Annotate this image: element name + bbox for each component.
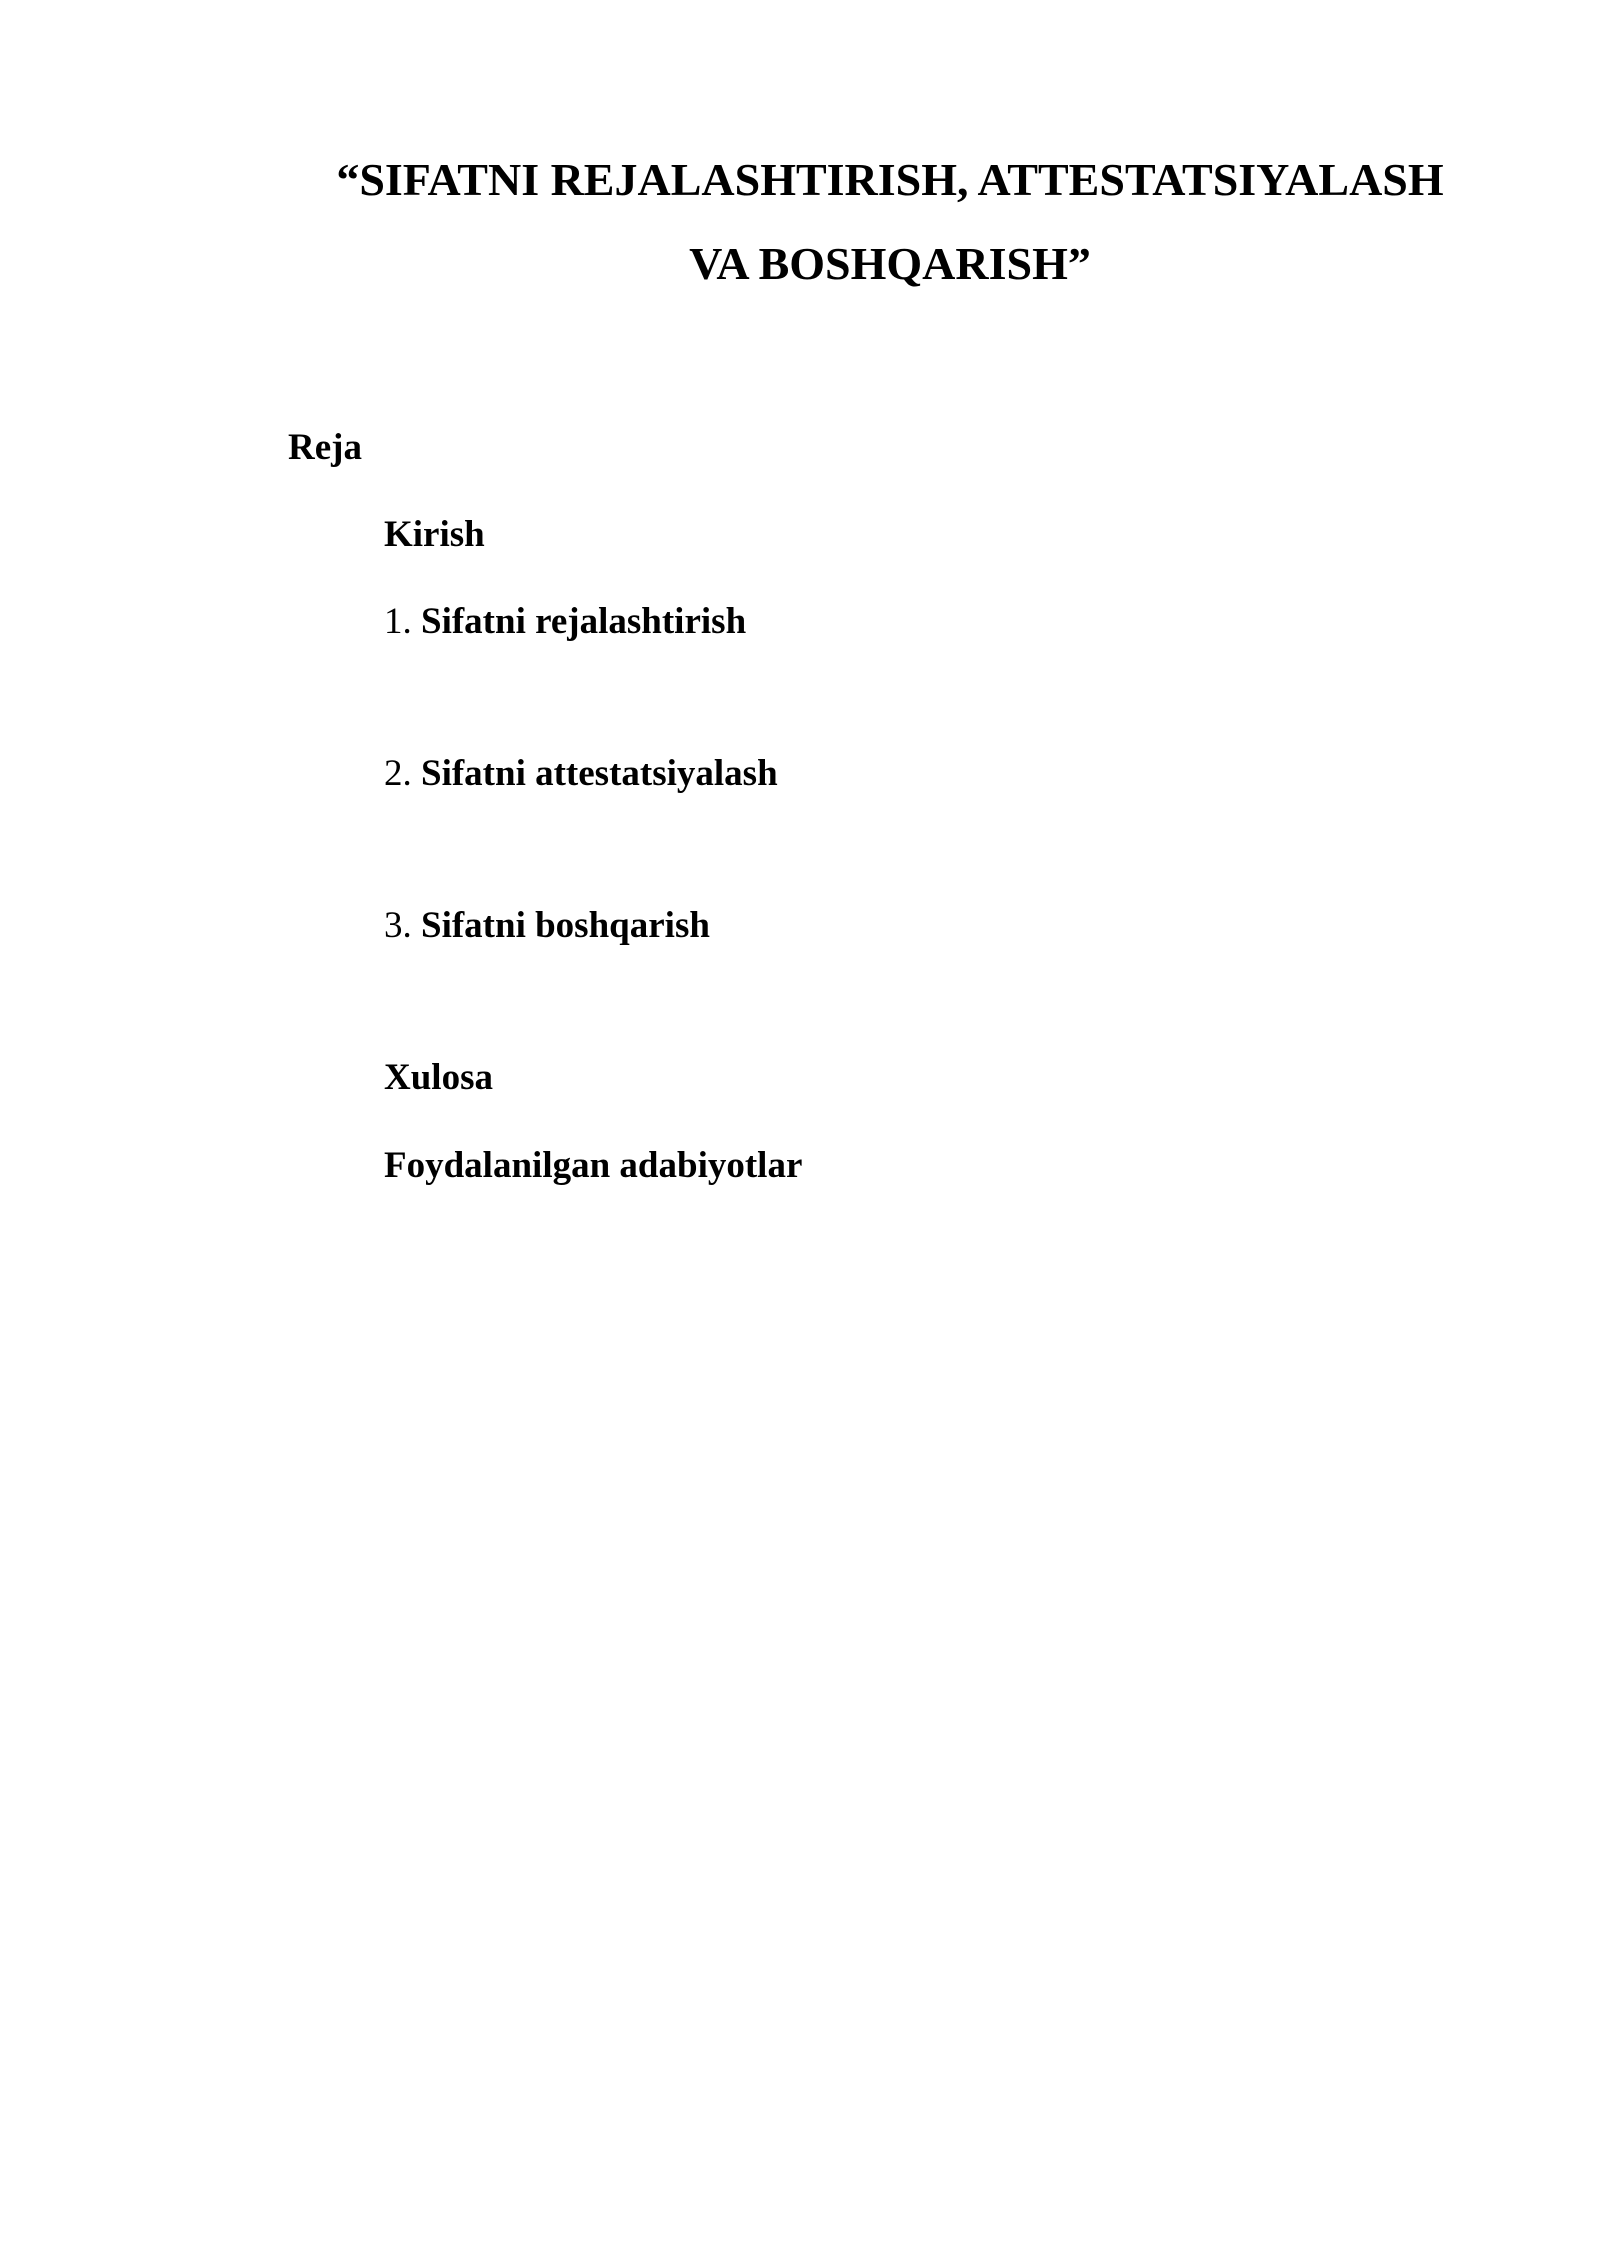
plan-heading: Reja <box>288 427 362 468</box>
document-title-line-1: “SIFATNI REJALASHTIRISH, ATTESTATSIYALASH <box>336 154 1444 205</box>
toc-item-number: 1. <box>384 601 412 642</box>
toc-item-label: Sifatni boshqarish <box>421 905 710 946</box>
toc-item-intro <box>384 513 485 557</box>
document-title-line-2: VA BOSHQARISH” <box>689 238 1091 289</box>
toc-item-label: Sifatni attestatsiyalash <box>421 753 778 794</box>
toc-item-2 <box>384 752 778 796</box>
toc-intro-label: Kirish <box>384 514 485 555</box>
toc-item-1 <box>384 600 746 644</box>
toc-references-label: Foydalanilgan adabiyotlar <box>384 1145 803 1186</box>
toc-item-3 <box>384 904 710 948</box>
toc-item-label: Sifatni rejalashtirish <box>421 601 747 642</box>
toc-item-number: 2. <box>384 753 412 794</box>
toc-item-references <box>384 1144 802 1188</box>
toc-conclusion-label: Xulosa <box>384 1057 493 1098</box>
toc-item-conclusion <box>384 1056 493 1100</box>
toc-item-number: 3. <box>384 905 412 946</box>
